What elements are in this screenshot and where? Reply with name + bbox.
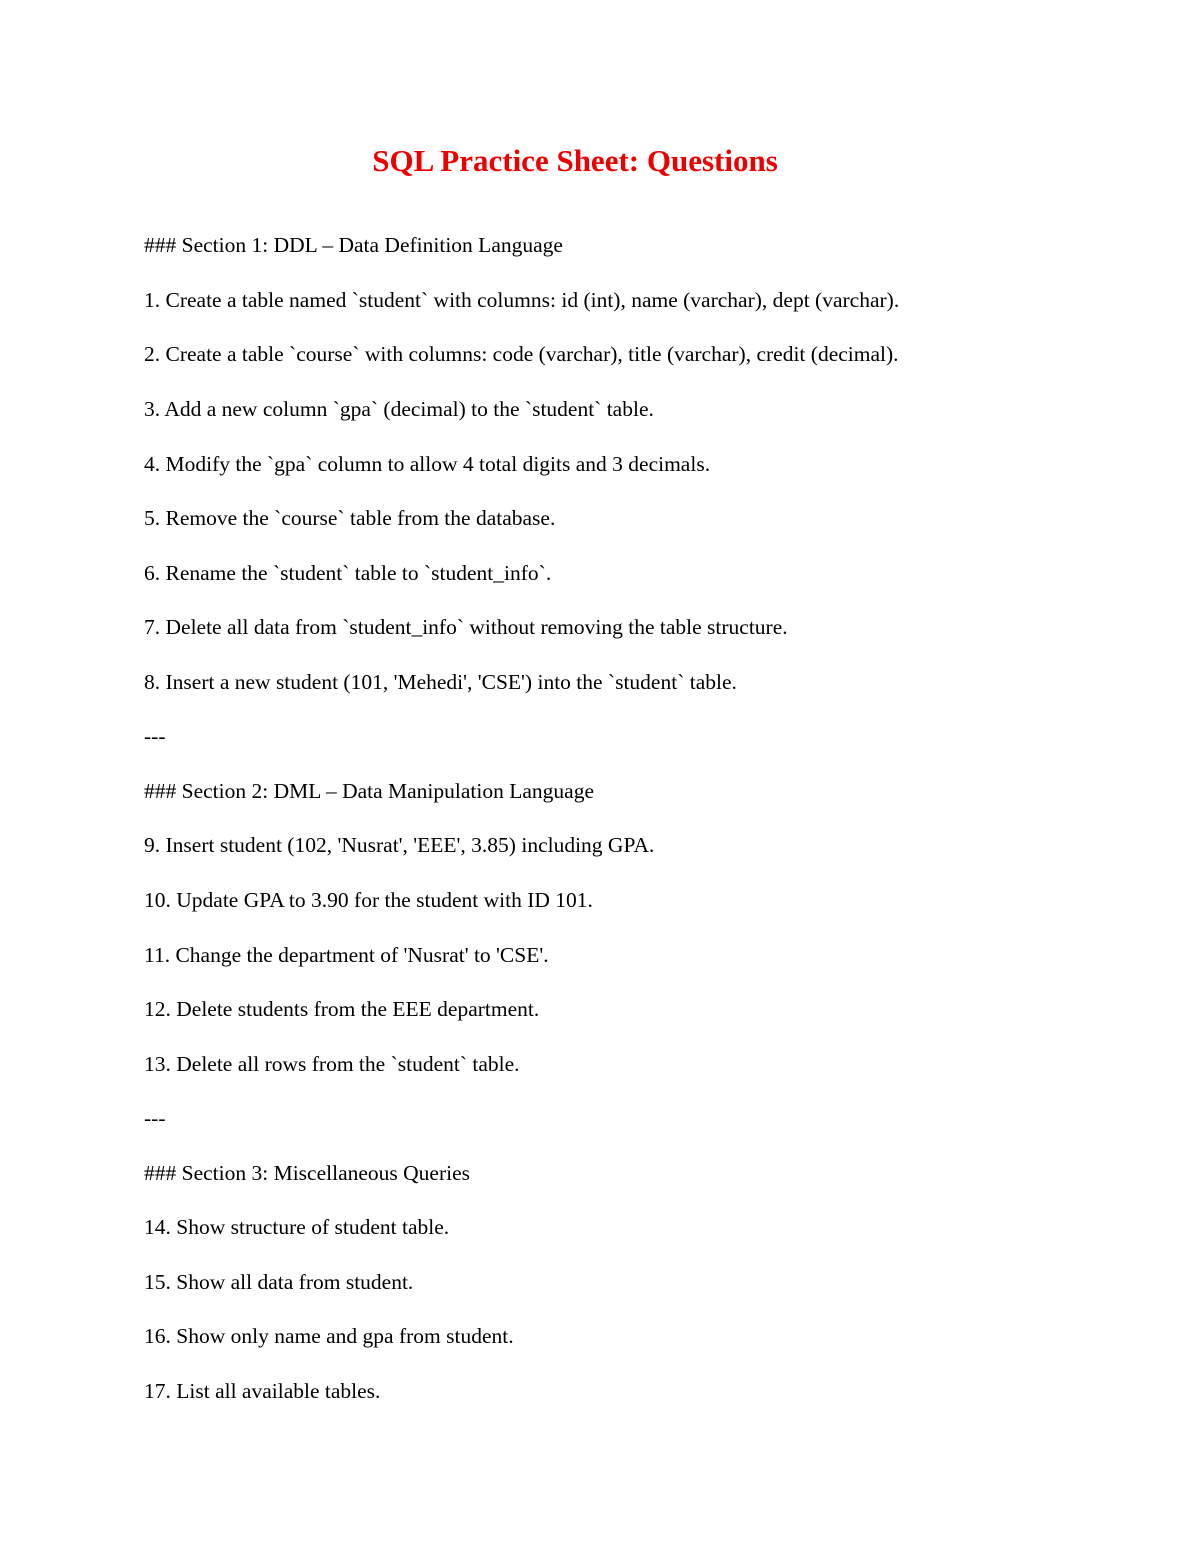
page-title: SQL Practice Sheet: Questions (372, 143, 778, 178)
section-1-heading: ### Section 1: DDL – Data Definition Language (144, 233, 563, 257)
section-3-heading: ### Section 3: Miscellaneous Queries (144, 1161, 471, 1185)
question-14: 14. Show structure of student table. (144, 1215, 450, 1239)
question-16: 16. Show only name and gpa from student. (144, 1324, 514, 1348)
question-12: 12. Delete students from the EEE department. (144, 997, 540, 1021)
question-3: 3. Add a new column `gpa` (decimal) to the `student` table. (144, 397, 654, 421)
question-10: 10. Update GPA to 3.90 for the student with ID 101. (144, 888, 593, 912)
question-11: 11. Change the department of 'Nusrat' to 'CSE'. (144, 943, 549, 967)
question-9: 9. Insert student (102, 'Nusrat', 'EEE', 3.85) including GPA. (144, 833, 655, 857)
question-7: 7. Delete all data from `student_info` without removing the table structure. (144, 615, 788, 639)
question-5: 5. Remove the `course` table from the database. (144, 506, 556, 530)
section-2-heading: ### Section 2: DML – Data Manipulation Language (144, 779, 595, 803)
question-8: 8. Insert a new student (101, 'Mehedi', 'CSE') into the `student` table. (144, 670, 737, 694)
question-17: 17. List all available tables. (144, 1379, 381, 1403)
question-13: 13. Delete all rows from the `student` table. (144, 1052, 520, 1076)
question-6: 6. Rename the `student` table to `student_info`. (144, 561, 552, 585)
question-4: 4. Modify the `gpa` column to allow 4 total digits and 3 decimals. (144, 452, 711, 476)
question-15: 15. Show all data from student. (144, 1270, 414, 1294)
question-1: 1. Create a table named `student` with columns: id (int), name (varchar), dept (varchar). (144, 288, 900, 312)
question-2: 2. Create a table `course` with columns: code (varchar), title (varchar), credit (decimal). (144, 342, 899, 366)
section-divider: --- (144, 724, 166, 748)
section-divider: --- (144, 1106, 166, 1130)
